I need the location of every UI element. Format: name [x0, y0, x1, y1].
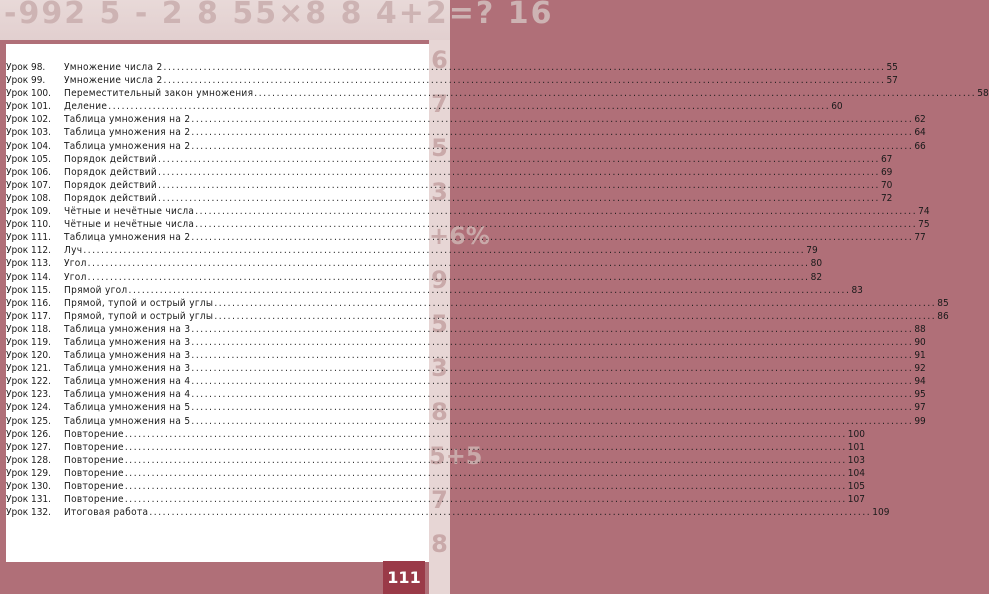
toc-entry — [6, 362, 926, 375]
lesson-title: Прямой угол — [64, 284, 128, 296]
lesson-number: Урок 116. — [6, 297, 52, 309]
page-reference: 105 — [847, 481, 865, 492]
lesson-title: Повторение — [64, 481, 124, 492]
lesson-number: Урок 112. — [6, 245, 52, 257]
page-reference: 107 — [847, 494, 865, 506]
lesson-number: Урок 99. — [6, 75, 46, 87]
dot-leader — [191, 140, 913, 153]
header-decoration — [0, 0, 554, 40]
lesson-number: Урок 129. — [6, 467, 52, 479]
dot-leader — [88, 271, 810, 284]
dot-leader — [158, 153, 880, 166]
toc-entry — [6, 205, 930, 218]
page-reference: 55 — [886, 62, 898, 73]
decorative-number: 5 — [431, 134, 448, 162]
page-reference: 85 — [937, 297, 949, 309]
decorative-number: 7 — [431, 486, 448, 514]
lesson-title: Порядок действий — [64, 166, 157, 178]
dot-leader — [88, 257, 810, 270]
dot-leader — [158, 166, 880, 179]
toc-entry — [6, 140, 926, 153]
toc-entry — [6, 153, 893, 166]
lesson-title: Таблица умножения на 5 — [64, 415, 191, 427]
dot-leader — [125, 428, 847, 441]
lesson-title: Порядок действий — [64, 192, 157, 204]
toc-entry — [6, 179, 893, 192]
toc-entry — [6, 61, 898, 74]
lesson-title: Прямой, тупой и острый углы — [64, 297, 214, 309]
dot-leader — [125, 454, 847, 467]
lesson-number: Урок 105. — [6, 153, 52, 165]
lesson-title: Таблица умножения на 3 — [64, 363, 191, 375]
lesson-title: Таблица умножения на 4 — [64, 389, 191, 401]
dot-leader — [129, 284, 851, 297]
table-of-contents — [6, 61, 989, 519]
lesson-number: Урок 125. — [6, 415, 52, 427]
lesson-number: Урок 119. — [6, 336, 52, 348]
toc-entry — [6, 336, 926, 349]
decorative-number: 5 — [431, 310, 448, 338]
lesson-number: Урок 107. — [6, 179, 52, 191]
dot-leader — [83, 244, 805, 257]
lesson-number: Урок 121. — [6, 363, 52, 375]
lesson-title: Угол — [64, 258, 87, 270]
toc-entry — [6, 480, 865, 493]
lesson-number: Урок 113. — [6, 258, 52, 270]
lesson-title: Умножение числа 2 — [64, 75, 163, 87]
lesson-number: Урок 118. — [6, 323, 52, 335]
dot-leader — [214, 297, 936, 310]
lesson-title: Таблица умножения на 3 — [64, 350, 191, 362]
dot-leader — [191, 231, 913, 244]
lesson-title: Умножение числа 2 — [64, 62, 163, 73]
lesson-title: Повторение — [64, 454, 124, 466]
page-reference: 66 — [914, 140, 926, 152]
lesson-number: Урок 103. — [6, 127, 52, 139]
lesson-number: Урок 104. — [6, 140, 52, 152]
decorative-number: 7 — [431, 90, 448, 118]
lesson-number: Урок 117. — [6, 310, 52, 322]
toc-entry — [6, 271, 823, 284]
toc-entry — [6, 506, 890, 519]
lesson-number: Урок 122. — [6, 376, 52, 388]
decorative-number: +6% — [429, 222, 490, 250]
dot-leader — [191, 336, 913, 349]
lesson-title: Порядок действий — [64, 153, 157, 165]
page-reference: 103 — [847, 454, 865, 466]
lesson-number: Урок 126. — [6, 428, 52, 440]
dot-leader — [125, 441, 847, 454]
page-reference: 86 — [937, 310, 949, 322]
page-reference: 77 — [914, 232, 926, 244]
dot-leader — [158, 192, 880, 205]
dot-leader — [254, 87, 976, 100]
dot-leader — [191, 401, 913, 414]
dot-leader — [195, 205, 917, 218]
decorative-number: 6 — [431, 46, 448, 74]
decorative-number: 3 — [431, 354, 448, 382]
page-reference: 101 — [847, 441, 865, 453]
page-reference: 95 — [914, 389, 926, 401]
dot-leader — [108, 100, 830, 113]
dot-leader — [214, 310, 936, 323]
lesson-number: Урок 124. — [6, 402, 52, 414]
decorative-number: 5+5 — [429, 442, 483, 470]
dot-leader — [191, 323, 913, 336]
decorative-number: 8 — [431, 398, 448, 426]
lesson-title: Порядок действий — [64, 179, 157, 191]
decorative-numbers: -992 5 - 2 8 55×8 8 4+2=? 16 — [4, 0, 554, 31]
dot-leader — [125, 467, 847, 480]
dot-leader — [191, 415, 913, 428]
toc-entry — [6, 297, 949, 310]
toc-entry — [6, 415, 926, 428]
page-reference: 91 — [914, 350, 926, 362]
toc-entry — [6, 428, 865, 441]
page-reference: 60 — [831, 101, 843, 113]
toc-entry — [6, 454, 865, 467]
page-reference: 94 — [914, 376, 926, 388]
page-number: 111 — [387, 568, 421, 587]
lesson-title: Повторение — [64, 428, 124, 440]
page-reference: 58 — [977, 88, 989, 100]
lesson-title: Деление — [64, 101, 108, 113]
dot-leader — [191, 126, 913, 139]
lesson-title: Таблица умножения на 2 — [64, 232, 191, 244]
lesson-title: Повторение — [64, 441, 124, 453]
page-reference: 62 — [914, 114, 926, 126]
toc-entry — [6, 441, 865, 454]
toc-entry — [6, 467, 865, 480]
toc-entry — [6, 257, 823, 270]
page-reference: 80 — [810, 258, 823, 270]
lesson-number: Урок 98. — [6, 62, 46, 73]
lesson-number: Урок 128. — [6, 454, 52, 466]
lesson-title: Таблица умножения на 2 — [64, 140, 191, 152]
lesson-title: Угол — [64, 271, 87, 283]
dot-leader — [149, 506, 871, 519]
lesson-title: Чётные и нечётные числа — [64, 219, 195, 231]
dot-leader — [125, 480, 847, 493]
toc-entry — [6, 126, 926, 139]
page-reference: 109 — [872, 507, 890, 519]
toc-entry — [6, 74, 898, 87]
dot-leader — [191, 362, 913, 375]
lesson-number: Урок 110. — [6, 219, 52, 231]
toc-entry — [6, 87, 989, 100]
toc-entry — [6, 231, 926, 244]
toc-entry — [6, 401, 926, 414]
lesson-title: Повторение — [64, 494, 124, 506]
lesson-title: Таблица умножения на 4 — [64, 376, 191, 388]
toc-entry — [6, 192, 893, 205]
lesson-title: Луч — [64, 245, 83, 257]
lesson-title: Таблица умножения на 2 — [64, 114, 191, 126]
toc-entry — [6, 310, 949, 323]
lesson-number: Урок 132. — [6, 507, 52, 519]
page-reference: 99 — [914, 415, 926, 427]
toc-entry — [6, 218, 930, 231]
dot-leader — [158, 179, 880, 192]
toc-entry — [6, 244, 818, 257]
page-reference: 83 — [851, 284, 863, 296]
lesson-title: Прямой, тупой и острый углы — [64, 310, 214, 322]
toc-entry — [6, 100, 843, 113]
lesson-number: Урок 111. — [6, 232, 52, 244]
dot-leader — [191, 375, 913, 388]
lesson-number: Урок 115. — [6, 284, 52, 296]
page-reference: 70 — [880, 179, 893, 191]
page-reference: 82 — [810, 271, 823, 283]
lesson-title: Повторение — [64, 467, 124, 479]
lesson-number: Урок 131. — [6, 494, 52, 506]
lesson-title: Таблица умножения на 2 — [64, 127, 191, 139]
decorative-number: 3 — [431, 178, 448, 206]
lesson-number: Урок 123. — [6, 389, 52, 401]
decorative-number: 9 — [431, 266, 448, 294]
page-reference: 75 — [918, 219, 930, 231]
lesson-title: Таблица умножения на 3 — [64, 323, 191, 335]
page-reference: 74 — [918, 206, 930, 218]
lesson-title: Таблица умножения на 5 — [64, 402, 191, 414]
page-sheet — [6, 44, 989, 562]
toc-entry — [6, 493, 865, 506]
page-reference: 79 — [806, 245, 818, 257]
toc-entry — [6, 375, 926, 388]
lesson-title: Чётные и нечётные числа — [64, 206, 195, 218]
page-reference: 100 — [847, 428, 865, 440]
toc-entry — [6, 113, 926, 126]
page-reference: 97 — [914, 402, 926, 414]
lesson-number: Урок 127. — [6, 441, 52, 453]
page-reference: 90 — [914, 336, 926, 348]
toc-entry — [6, 166, 893, 179]
dot-leader — [195, 218, 917, 231]
dot-leader — [191, 349, 913, 362]
toc-entry — [6, 388, 926, 401]
lesson-number: Урок 120. — [6, 350, 52, 362]
page-reference: 57 — [886, 75, 898, 87]
lesson-number: Урок 114. — [6, 271, 52, 283]
lesson-number: Урок 102. — [6, 114, 52, 126]
dot-leader — [191, 388, 913, 401]
lesson-title: Переместительный закон умножения — [64, 88, 254, 100]
page-reference: 72 — [880, 192, 893, 204]
dot-leader — [163, 74, 885, 87]
lesson-title: Таблица умножения на 3 — [64, 336, 191, 348]
page-reference: 104 — [847, 467, 865, 479]
dot-leader — [191, 113, 913, 126]
lesson-title: Итоговая работа — [64, 507, 149, 519]
lesson-number: Урок 101. — [6, 101, 52, 113]
lesson-number: Урок 109. — [6, 206, 52, 218]
dot-leader — [163, 61, 885, 74]
page-reference: 67 — [880, 153, 893, 165]
toc-entry — [6, 323, 926, 336]
toc-entry — [6, 284, 863, 297]
lesson-number: Урок 100. — [6, 88, 52, 100]
page-reference: 69 — [880, 166, 893, 178]
page-reference: 92 — [914, 363, 926, 375]
lesson-number: Урок 106. — [6, 166, 52, 178]
dot-leader — [125, 493, 847, 506]
toc-entry — [6, 349, 926, 362]
page-reference: 64 — [914, 127, 926, 139]
page-number-badge — [383, 561, 425, 594]
lesson-number: Урок 108. — [6, 192, 52, 204]
lesson-number: Урок 130. — [6, 481, 52, 492]
page-reference: 88 — [914, 323, 926, 335]
decorative-number: 8 — [431, 530, 448, 558]
